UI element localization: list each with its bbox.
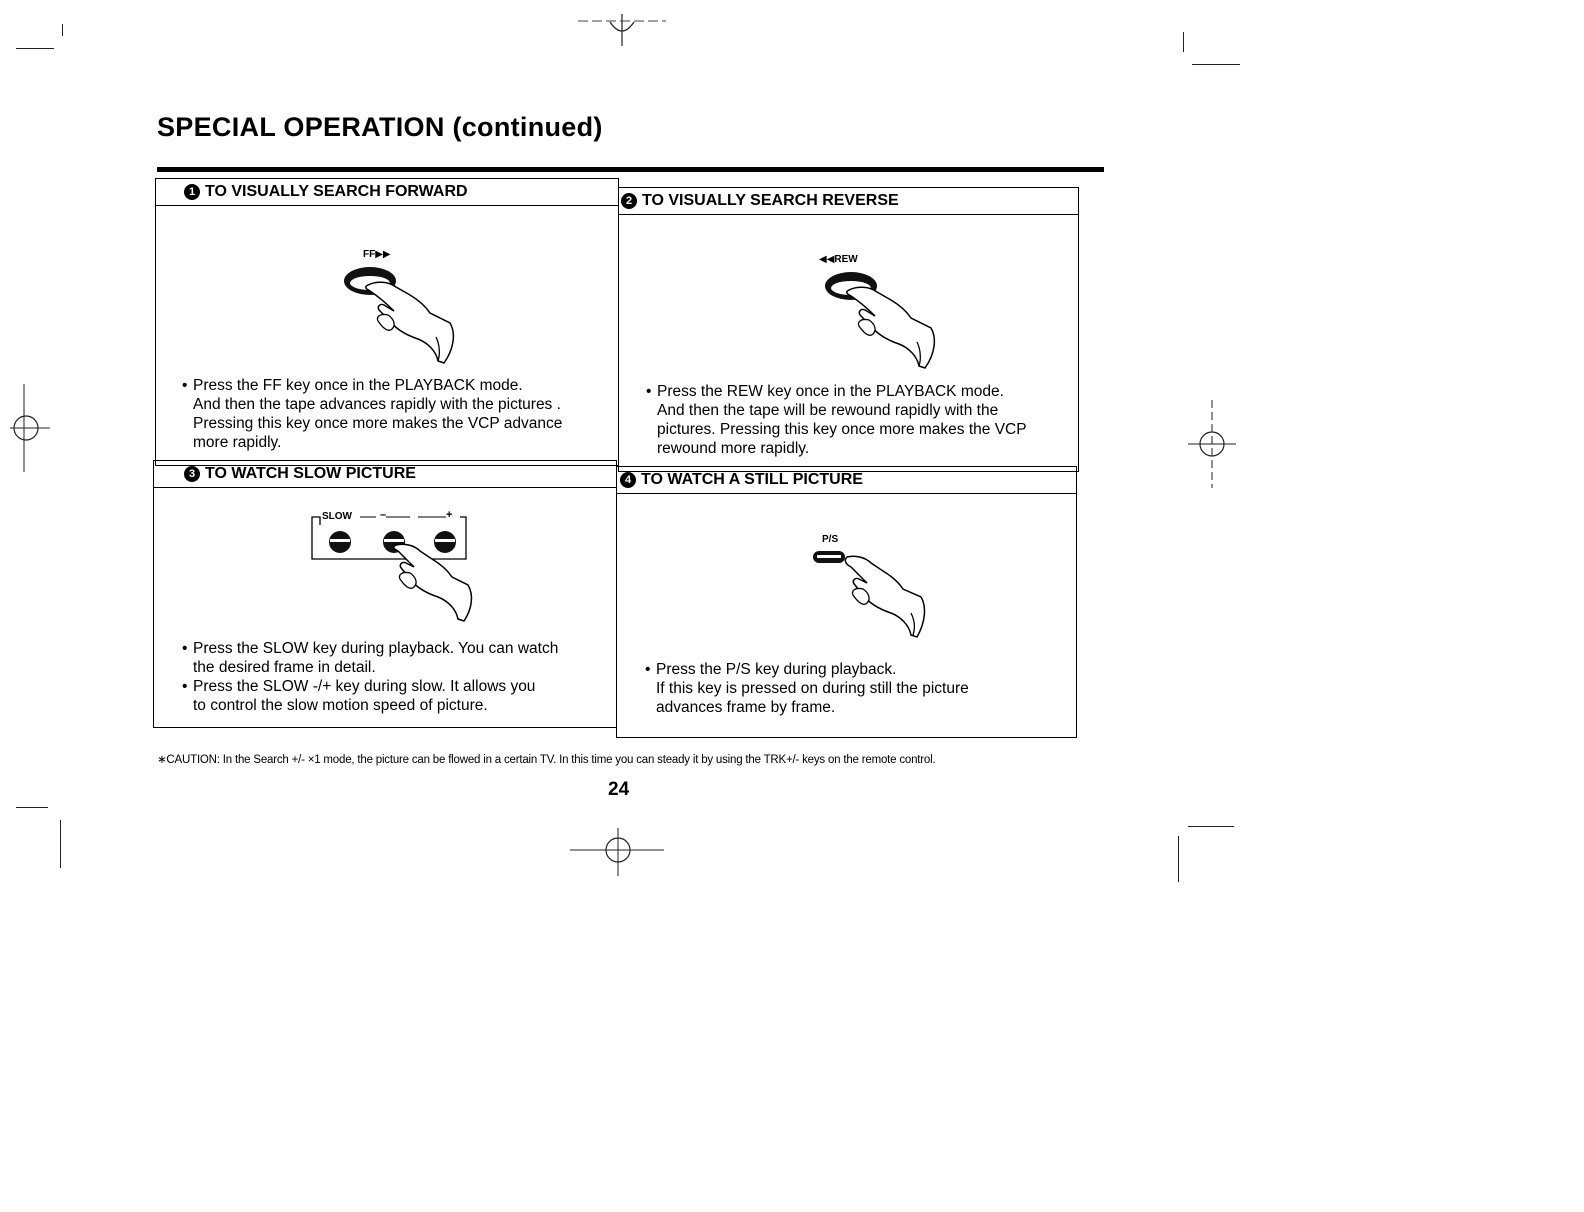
section-heading [619, 188, 1078, 215]
instruction-bullet: • Press the SLOW -/+ key during slow. It allows you to control the slow motion speed of picture. [182, 677, 558, 715]
instruction-line: advances frame by frame. [656, 699, 836, 716]
section-heading [154, 461, 616, 488]
slow-key-panel-icon [310, 513, 480, 623]
instruction-line: And then the tape advances rapidly with the pictures . [193, 396, 561, 413]
slow-minus-label: – [380, 509, 387, 521]
registration-mark-right [1186, 400, 1238, 490]
instruction-line: Press the SLOW key during playback. You can watch [193, 640, 559, 657]
section-heading-text: TO VISUALLY SEARCH REVERSE [642, 192, 899, 209]
section-watch-slow-picture [153, 460, 617, 728]
instruction-line: rewound more rapidly. [657, 440, 810, 457]
section-visual-search-forward [155, 178, 619, 466]
registration-mark-bottom [570, 828, 666, 878]
section-heading-text: TO VISUALLY SEARCH FORWARD [205, 183, 468, 200]
instruction-bullet: • Press the SLOW key during playback. You can watch the desired frame in detail. [182, 640, 559, 676]
instruction-line: Press the REW key once in the PLAYBACK mode. [657, 383, 1004, 400]
instruction-bullet: • Press the FF key once in the PLAYBACK mode. And then the tape advances rapidly with the pictures . Pressing this key once more makes the VCP advance more rapidly. [182, 377, 563, 451]
registration-mark-top [578, 10, 668, 50]
instruction-bullet: • Press the REW key once in the PLAYBACK mode. And then the tape will be rewound rapidly with the pictures. Pressing this key once more makes the VCP rewound more rapidly. [646, 383, 1027, 457]
number-badge: 3 [184, 466, 200, 482]
instruction-bullet: • Press the P/S key during playback. If this key is pressed on during still the picture advances frame by frame. [645, 661, 969, 716]
instruction-line: And then the tape will be rewound rapidly with the [657, 402, 999, 419]
hand-pressing-ff-key-icon [340, 263, 470, 365]
section-instructions [645, 660, 969, 717]
rew-key-label: ◀◀REW [819, 254, 858, 265]
instruction-line: Press the SLOW -/+ key during slow. It allows you [193, 678, 536, 695]
instruction-line: the desired frame in detail. [193, 659, 376, 676]
caution-note: ∗CAUTION: In the Search +/- ×1 mode, the picture can be flowed in a certain TV. In this time you can steady it by using the TRK+/- keys on the remote control. [157, 754, 936, 766]
section-heading-text: TO WATCH A STILL PICTURE [641, 471, 863, 488]
instruction-line: Pressing this key once more makes the VCP advance [193, 415, 563, 432]
page-title: SPECIAL OPERATION (continued) [157, 112, 603, 142]
ff-key-label: FF▶▶ [363, 249, 391, 260]
slow-plus-label: + [446, 509, 453, 521]
instruction-line: Press the FF key once in the PLAYBACK mode. [193, 377, 523, 394]
page-number: 24 [608, 779, 630, 800]
section-heading [617, 467, 1076, 494]
ps-key-label: P/S [822, 534, 839, 545]
instruction-line: to control the slow motion speed of picture. [193, 697, 488, 714]
slow-key-label: SLOW [322, 511, 352, 522]
number-badge: 1 [184, 184, 200, 200]
instruction-line: If this key is pressed on during still the picture [656, 680, 969, 697]
registration-mark-left [4, 384, 52, 474]
instruction-line: Press the P/S key during playback. [656, 661, 897, 678]
section-visual-search-reverse [618, 187, 1079, 472]
instruction-line: pictures. Pressing this key once more makes the VCP [657, 421, 1027, 438]
section-instructions [646, 382, 1027, 458]
number-badge: 2 [621, 193, 637, 209]
number-badge: 4 [620, 472, 636, 488]
section-instructions [182, 639, 558, 715]
hand-pressing-ps-key-icon [813, 547, 943, 639]
hand-pressing-rew-key-icon [821, 268, 951, 370]
instruction-line: more rapidly. [193, 434, 282, 451]
title-rule [157, 167, 1104, 172]
section-heading-text: TO WATCH SLOW PICTURE [205, 465, 416, 482]
section-heading [156, 179, 618, 206]
section-watch-still-picture [616, 466, 1077, 738]
section-instructions [182, 376, 562, 452]
